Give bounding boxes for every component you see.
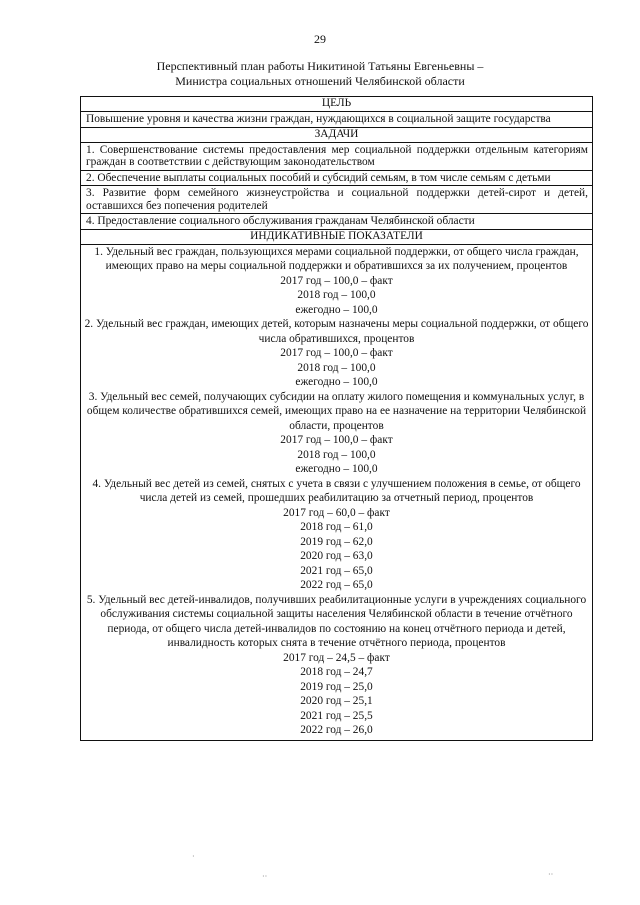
- indicator-value: 2020 год – 25,1: [300, 695, 373, 707]
- indicator-description: 2. Удельный вес граждан, имеющих детей, которым назначены меры социальной поддержки, от общего числа обратившихся, процентов: [84, 318, 589, 345]
- task-item: 3. Развитие форм семейного жизнеустройства и социальной поддержки детей-сирот и детей, оставшихся без попечения родителей: [81, 186, 592, 214]
- indicator-value: 2018 год – 100,0: [297, 361, 376, 374]
- indicator-value: 2021 год – 65,0: [300, 564, 373, 577]
- indicator-value: 2019 год – 25,0: [300, 680, 373, 693]
- indicator-value: 2017 год – 24,5 – факт: [283, 651, 390, 664]
- indicator-item: [84, 593, 589, 738]
- indicator-description: 4. Удельный вес детей из семей, снятых с учета в связи с улучшением положения в семье, от общего числа детей из семей, прошедших реабилитацию за отчетный период, процентов: [92, 477, 581, 504]
- scan-speck: ··: [548, 870, 554, 879]
- indicator-value: 2020 год – 63,0: [300, 550, 373, 562]
- indicator-value: 2019 год – 62,0: [300, 535, 373, 548]
- indicator-item: [84, 245, 589, 318]
- indicator-value: 2018 год – 61,0: [300, 521, 373, 533]
- scan-speck: ·: [192, 852, 195, 861]
- task-item: 2. Обеспечение выплаты социальных пособий и субсидий семьям, в том числе семьям с детьми: [81, 171, 592, 187]
- indicator-item: [84, 390, 589, 477]
- indicator-value: 2018 год – 100,0: [297, 289, 376, 301]
- goal-text: Повышение уровня и качества жизни граждан, нуждающихся в социальной защите государства: [81, 112, 592, 128]
- indicator-value: ежегодно – 100,0: [295, 463, 378, 475]
- indicator-value: 2017 год – 100,0 – факт: [280, 274, 393, 287]
- indicator-description: 5. Удельный вес детей-инвалидов, получивших реабилитационные услуги в учреждениях социального обслуживания системы социальной защиты населения Челябинской области в течение отчётного периода, от общего числа детей-инвалидов по состоянию на конец отчётного периода и детей, инвалидность которых снята в течение отчётного периода, процентов: [86, 593, 587, 649]
- task-item: 4. Предоставление социального обслуживания гражданам Челябинской области: [81, 214, 592, 230]
- tasks-header: ЗАДАЧИ: [81, 128, 592, 143]
- task-item: 1. Совершенствование системы предоставления мер социальной поддержки отдельным категориям граждан в соответствии с действующим законодательством: [81, 143, 592, 171]
- indicators-header: ИНДИКАТИВНЫЕ ПОКАЗАТЕЛИ: [81, 230, 592, 245]
- indicator-value: 2018 год – 24,7: [300, 666, 373, 678]
- page-number: 29: [314, 32, 326, 46]
- indicator-value: 2017 год – 100,0 – факт: [280, 434, 393, 446]
- title-line-1: Перспективный план работы Никитиной Татьяны Евгеньевны –: [156, 59, 484, 73]
- indicator-value: ежегодно – 100,0: [295, 376, 378, 388]
- title-line-2: Министра социальных отношений Челябинской области: [175, 74, 465, 88]
- indicator-value: 2017 год – 60,0 – факт: [283, 506, 390, 519]
- indicator-description: 1. Удельный вес граждан, пользующихся мерами социальной поддержки, от общего числа граждан, имеющих право на меры социальной поддержки и обратившихся за их получением, процентов: [94, 245, 579, 272]
- plan-table: [80, 96, 593, 741]
- indicator-value: 2018 год – 100,0: [297, 448, 376, 461]
- indicators-list: [81, 245, 592, 740]
- indicator-value: 2021 год – 25,5: [300, 709, 373, 722]
- document-title: [0, 59, 640, 89]
- indicator-item: [84, 477, 589, 593]
- goal-header: ЦЕЛЬ: [81, 97, 592, 112]
- indicator-item: [84, 317, 589, 390]
- indicator-value: 2022 год – 26,0: [300, 724, 373, 736]
- indicator-value: 2022 год – 65,0: [300, 579, 373, 591]
- indicator-value: 2017 год – 100,0 – факт: [280, 347, 393, 359]
- indicator-value: ежегодно – 100,0: [295, 303, 378, 316]
- scan-speck: ··: [262, 872, 268, 881]
- indicator-description: 3. Удельный вес семей, получающих субсидии на оплату жилого помещения и коммунальных услуг, в общем количестве обратившихся семей, имеющих право на ее назначение на территории Челябинской области, процентов: [86, 390, 587, 432]
